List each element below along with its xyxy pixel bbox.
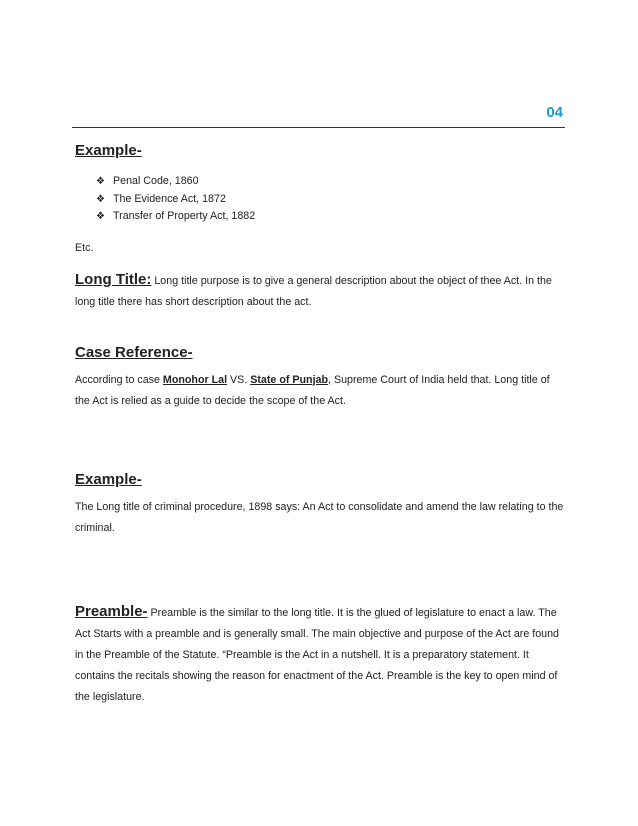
- list-item: ❖ Transfer of Property Act, 1882: [96, 208, 565, 226]
- etc-text: Etc.: [75, 241, 94, 254]
- preamble-text: Preamble is the similar to the long title. It is the glued of legislature to enact a law. The Act Starts with a preamble and is generally small. The main objective and purpose of the Act are found in the Preamble of the Statute. “Preamble is the Act in a nutshell. It is a preparatory statement. It contains the recitals showing the reason for enactment of the Act. Preamble is the key to open mind of the legislature.: [75, 606, 559, 703]
- list-item: ❖ Penal Code, 1860: [96, 173, 565, 191]
- long-title-heading: Long Title:: [75, 270, 152, 288]
- example-section-2: [75, 470, 565, 539]
- case-reference-heading: Case Reference-: [75, 343, 193, 361]
- example-2-paragraph: The Long title of criminal procedure, 1898 says: An Act to consolidate and amend the law relating to the criminal.: [75, 500, 564, 534]
- page-number: 04: [546, 104, 563, 121]
- preamble-heading: Preamble-: [75, 602, 148, 620]
- example-heading-1: Example-: [75, 142, 142, 159]
- case-reference-paragraph: According to case Monohor Lal VS. State of Punjab, Supreme Court of India held that. Long title of the Act is relied as a guide to decide the scope of the Act.: [75, 373, 550, 407]
- preamble-paragraph: [75, 601, 565, 708]
- page-content: [75, 141, 565, 708]
- header-rule: [72, 127, 565, 128]
- long-title-paragraph: [75, 269, 565, 313]
- example-list: [75, 173, 565, 226]
- diamond-bullet-icon: ❖: [96, 176, 105, 187]
- example-section-1: [75, 141, 565, 259]
- example-heading-2: Example-: [75, 470, 142, 488]
- case-party-2: State of Punjab: [250, 373, 329, 386]
- diamond-bullet-icon: ❖: [96, 211, 105, 222]
- case-reference-section: [75, 343, 565, 412]
- preamble-section: [75, 601, 565, 708]
- long-title-text: Long title purpose is to give a general description about the object of thee Act. In the long title there has short description about the act.: [75, 274, 552, 308]
- long-title-section: [75, 269, 565, 313]
- list-item: ❖ The Evidence Act, 1872: [96, 191, 565, 209]
- diamond-bullet-icon: ❖: [96, 193, 105, 205]
- case-party-1: Monohor Lal: [162, 373, 228, 386]
